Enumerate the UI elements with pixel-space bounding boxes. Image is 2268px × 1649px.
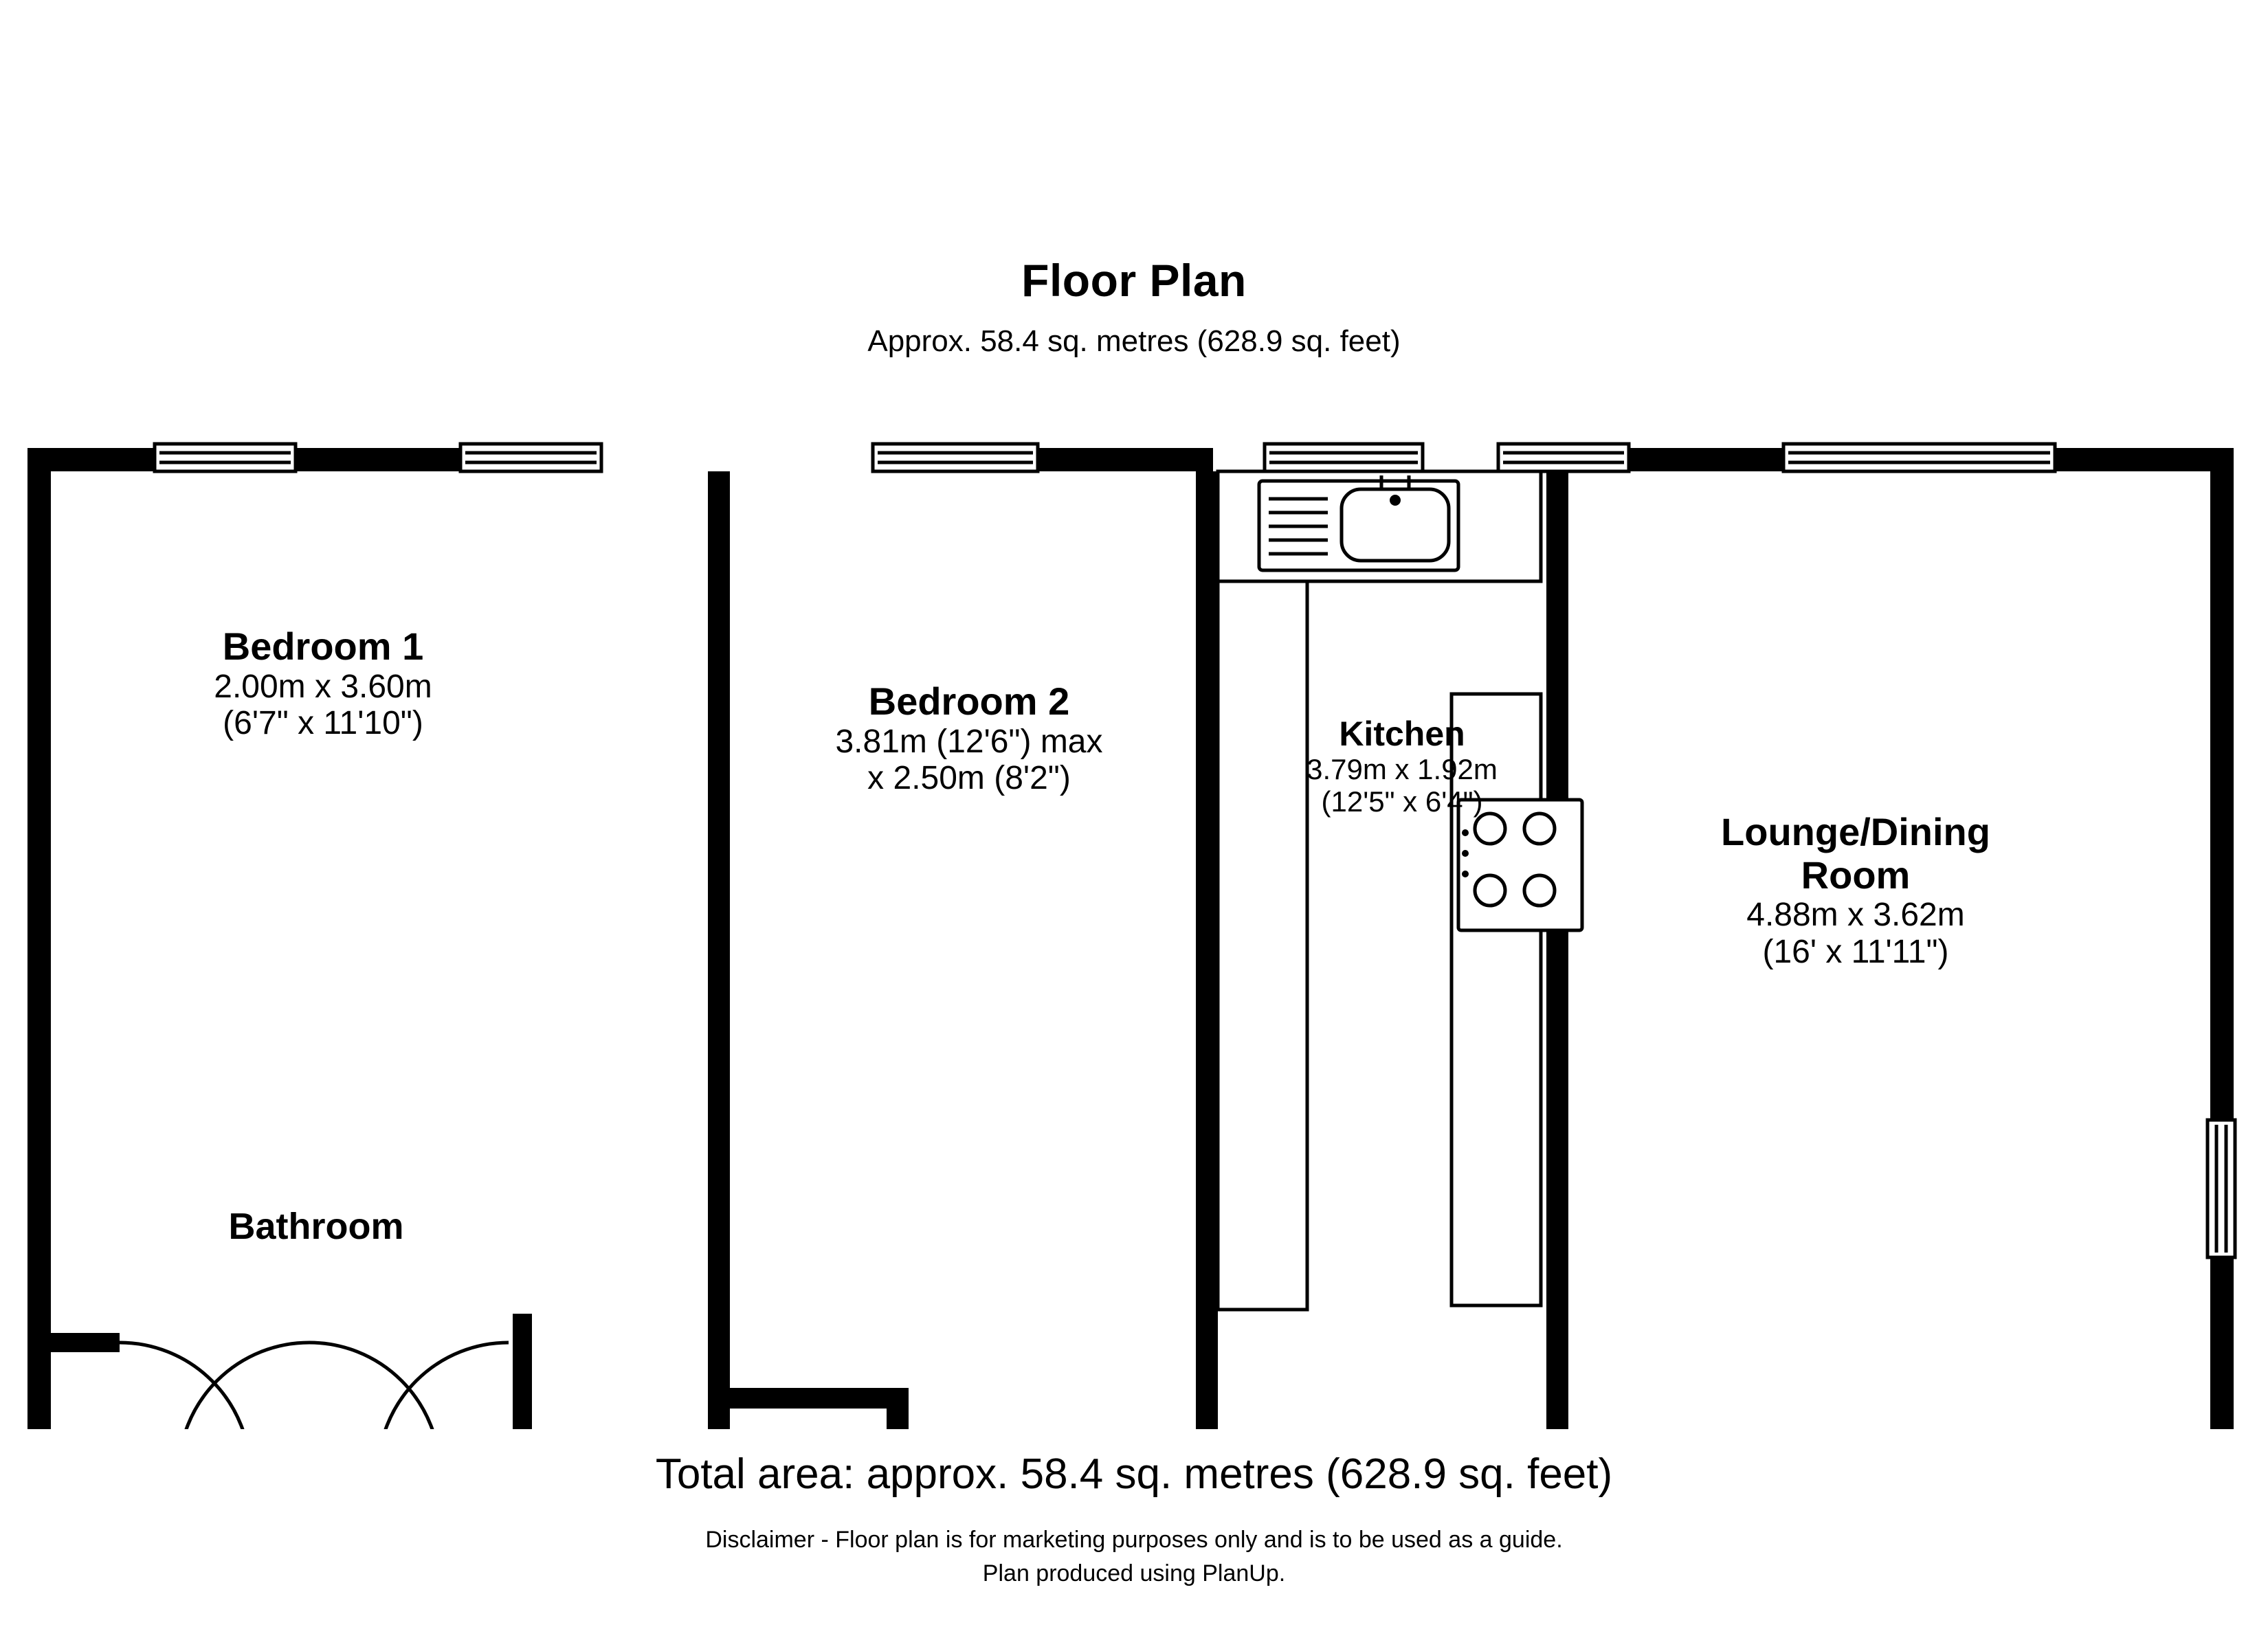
kitchen-sink [1259,475,1458,570]
room-name: Bedroom 1 [222,625,424,668]
plan-footer [0,1450,2268,1591]
room-dimension-metric: 2.00m x 3.60m [214,668,432,705]
room-dimension-imperial: (16' x 11'11") [1762,934,1949,971]
window-icon [2208,1120,2235,1257]
room-name: Bedroom 2 [868,680,1070,723]
disclaimer-text [0,1523,2268,1591]
window-icon [1265,444,1423,471]
room-name-line2: Room [1801,853,1911,897]
room-dimension-imperial: x 2.50m (8'2") [867,760,1071,797]
room-label-kitchen [1199,715,1605,818]
room-dimension-imperial: (12'5" x 6'4") [1321,785,1483,818]
room-label-lounge [1581,811,2131,971]
room-label-bathroom [137,1206,495,1247]
plan-area-summary: Approx. 58.4 sq. metres (628.9 sq. feet) [867,324,1401,358]
internal-walls [51,471,1568,1429]
disclaimer-line-2: Plan produced using PlanUp. [982,1560,1286,1587]
window-icon [873,444,1038,471]
total-area-text: Total area: approx. 58.4 sq. metres (628.9 sq. feet) [655,1450,1613,1498]
disclaimer-line-1: Disclaimer - Floor plan is for marketing purposes only and is to be used as a guide. [705,1527,1563,1553]
window-icon [1498,444,1629,471]
room-name: Bathroom [228,1206,404,1247]
window-icon [460,444,601,471]
room-label-bedroom1 [82,625,564,742]
window-icon [1783,444,2055,471]
window-icon [155,444,296,471]
hob-cooker [1458,800,1582,930]
door-swing [309,1343,509,1429]
room-name: Kitchen [1339,715,1465,753]
room-label-bedroom2 [694,680,1244,797]
room-dimension-metric: 3.81m (12'6") max [835,723,1103,760]
room-name: Lounge/Dining [1721,810,1990,853]
door-swing [120,1343,309,1429]
page-title: Floor Plan [1021,255,1247,306]
door-swing-group [120,1343,1539,1429]
room-dimension-imperial: (6'7" x 11'10") [223,705,423,742]
room-dimension-metric: 3.79m x 1.92m [1307,753,1498,785]
plan-header [0,254,2268,359]
room-dimension-metric: 4.88m x 3.62m [1746,897,1965,934]
